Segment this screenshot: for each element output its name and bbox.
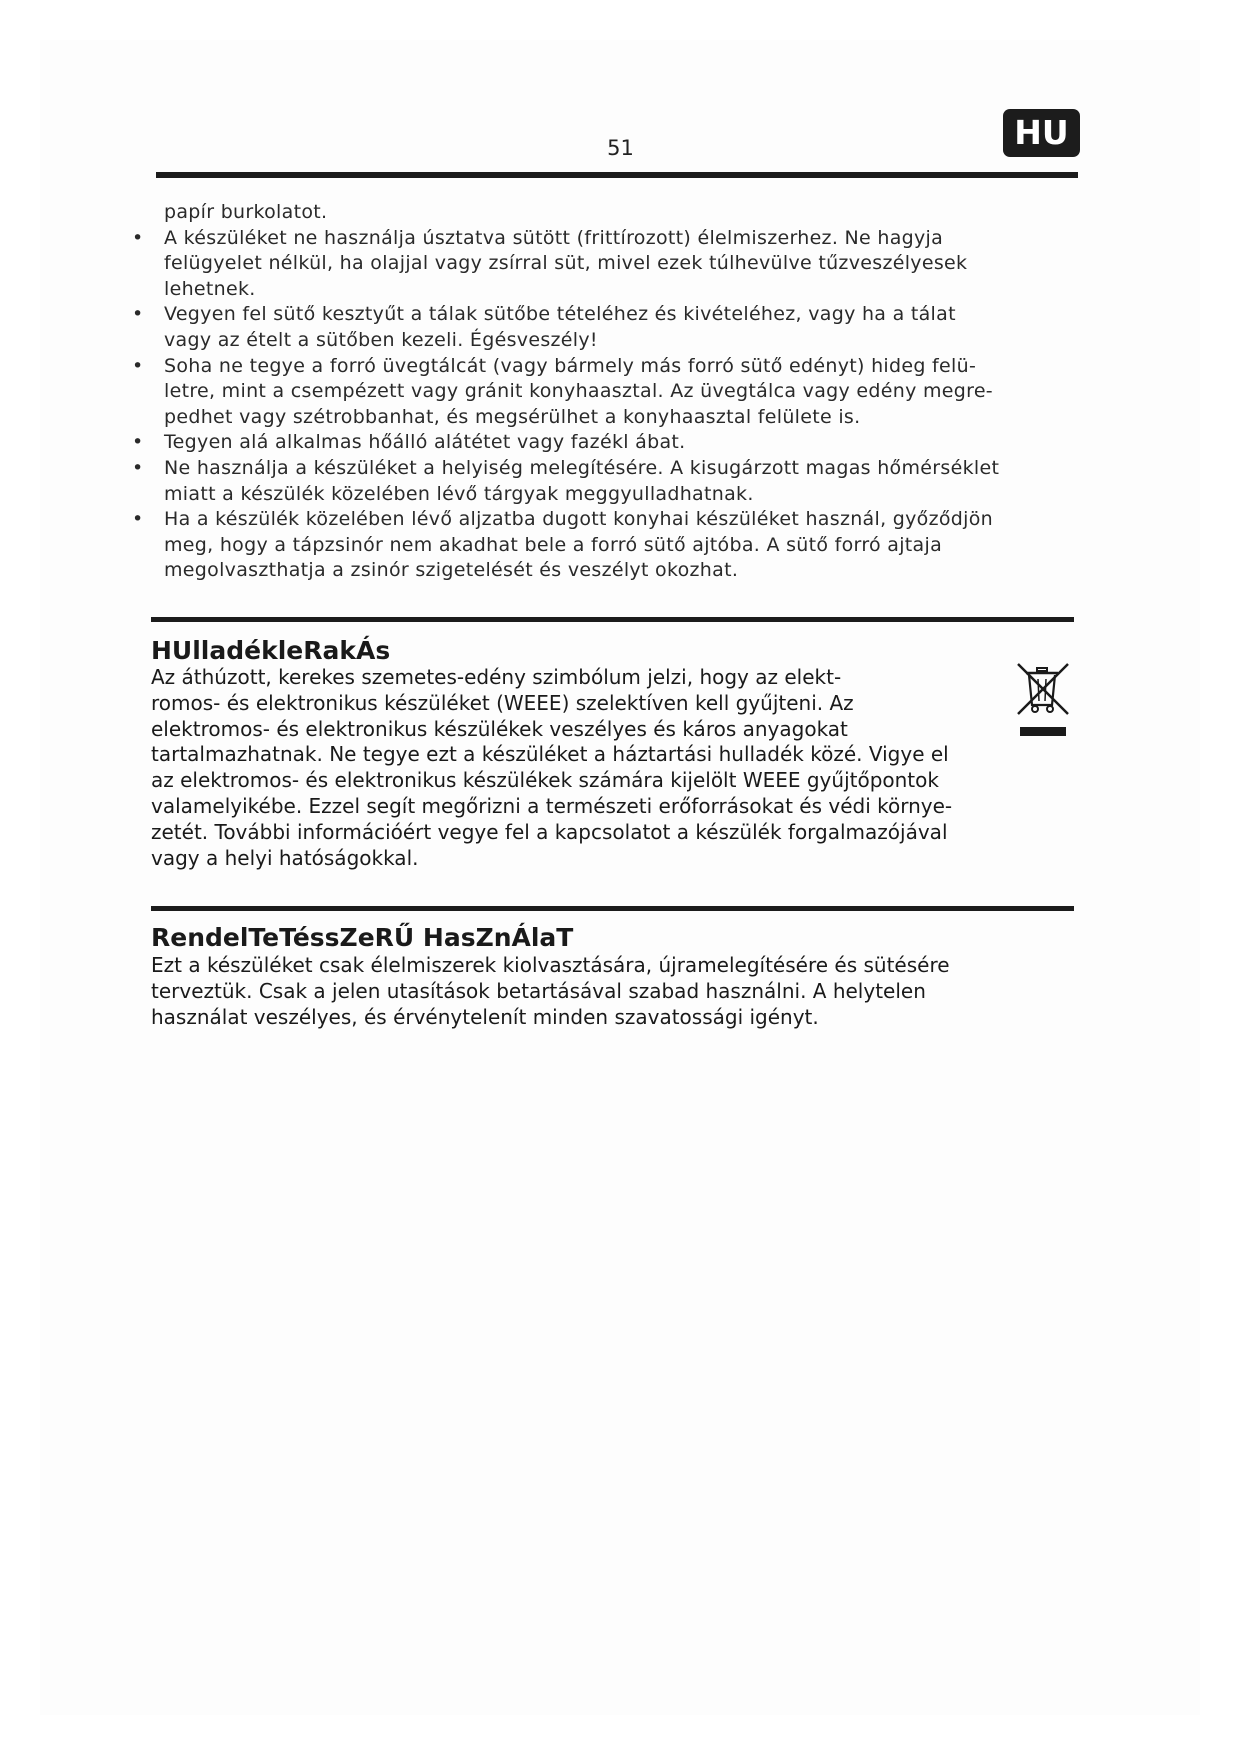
bullet-line: Vegyen fel sütő kesztyűt a tálak sütőbe tételéhez és kivételéhez, vagy ha a tálat xyxy=(164,303,956,326)
paragraph-line: elektromos- és elektronikus készülékek veszélyes és káros anyagokat xyxy=(151,716,848,741)
paragraph-line: Ezt a készüléket csak élelmiszerek kiolvasztására, újramelegítésére és sütésére xyxy=(151,953,950,977)
list-item xyxy=(132,354,1104,431)
paragraph-line: zetét. További információért vegye fel a kapcsolatot a készülék forgalmazójával xyxy=(151,819,948,844)
bullet-line: Soha ne tegye a forró üvegtálcát (vagy bármely más forró sütő edényt) hideg felü- xyxy=(164,354,977,377)
list-item xyxy=(132,456,1104,507)
bullet-line: Tegyen alá alkalmas hőálló alátétet vagy fazékl ábat. xyxy=(164,431,686,454)
disposal-paragraph xyxy=(151,665,952,871)
paragraph-line: az elektromos- és elektronikus készülékek számára kijelölt WEEE gyűjtőpontok xyxy=(151,768,939,793)
bullet-icon: • xyxy=(132,456,144,479)
bullet-line: letre, mint a csempézett vagy gránit konyhaasztal. Az üvegtálca vagy edény megre- xyxy=(164,380,993,403)
bullet-line: lehetnek. xyxy=(164,277,256,300)
safety-bullet-list xyxy=(132,226,1104,584)
safety-instructions xyxy=(132,200,1104,584)
bullet-icon: • xyxy=(132,226,144,249)
bullet-line: megolvaszthatja a zsinór szigetelését és veszélyt okozhat. xyxy=(164,559,739,582)
section-divider xyxy=(151,617,1074,622)
page-number: 51 xyxy=(607,136,634,160)
paragraph-line: terveztük. Csak a jelen utasítások betartásával szabad használni. A helytelen xyxy=(151,978,926,1003)
paragraph-line: tartalmazhatnak. Ne tegye ezt a készüléket a háztartási hulladék közé. Vigye el xyxy=(151,742,949,767)
header-rule xyxy=(156,172,1078,178)
list-item xyxy=(132,507,1104,584)
disposal-title: HUlladékleRakÁs xyxy=(151,636,391,665)
paragraph-line: használat veszélyes, és érvénytelenít minden szavatossági igényt. xyxy=(151,1004,819,1029)
bullet-icon: • xyxy=(132,508,144,531)
bullet-icon: • xyxy=(132,354,144,377)
paragraph-line: romos- és elektronikus készüléket (WEEE) szelektíven kell gyűjteni. Az xyxy=(151,690,854,715)
bullet-line: pedhet vagy szétrobbanhat, és megsérülhet a konyhaasztal felülete is. xyxy=(164,405,861,428)
bullet-line: Ne használja a készüléket a helyiség melegítésére. A kisugárzott magas hőmérséklet xyxy=(164,456,1000,479)
weee-crossed-bin-icon xyxy=(1012,660,1074,740)
list-item xyxy=(132,226,1104,303)
bullet-line: miatt a készülék közelében lévő tárgyak meggyulladhatnak. xyxy=(164,482,754,505)
list-item xyxy=(132,430,1104,456)
paragraph-line: vagy a helyi hatóságokkal. xyxy=(151,845,419,870)
language-badge: HU xyxy=(1003,109,1080,157)
bullet-line: vagy az ételt a sütőben kezeli. Égésveszély! xyxy=(164,328,598,351)
section-divider xyxy=(151,906,1074,911)
bullet-line: A készüléket ne használja úsztatva sütött (frittírozott) élelmiszerhez. Ne hagyja xyxy=(164,226,944,249)
bullet-line: felügyelet nélkül, ha olajjal vagy zsírral süt, mivel ezek túlhevülve tűzveszélyesek xyxy=(164,252,968,275)
bullet-line: Ha a készülék közelében lévő aljzatba dugott konyhai készüléket használ, győződjön xyxy=(164,508,993,531)
paragraph-line: Az áthúzott, kerekes szemetes-edény szimbólum jelzi, hogy az elekt- xyxy=(151,665,842,689)
intended-use-paragraph xyxy=(151,953,950,1030)
bullet-line: meg, hogy a tápzsinór nem akadhat bele a forró sütő ajtóba. A sütő forró ajtaja xyxy=(164,533,943,556)
bullet-icon: • xyxy=(132,303,144,326)
bullet-icon: • xyxy=(132,431,144,454)
paragraph-line: valamelyikébe. Ezzel segít megőrizni a természeti erőforrásokat és védi környe- xyxy=(151,793,953,818)
list-item xyxy=(132,302,1104,353)
continuation-text: papír burkolatot. xyxy=(164,201,328,223)
intended-use-title: RendelTeTéssZeRŰ HasZnÁlaT xyxy=(151,923,574,952)
